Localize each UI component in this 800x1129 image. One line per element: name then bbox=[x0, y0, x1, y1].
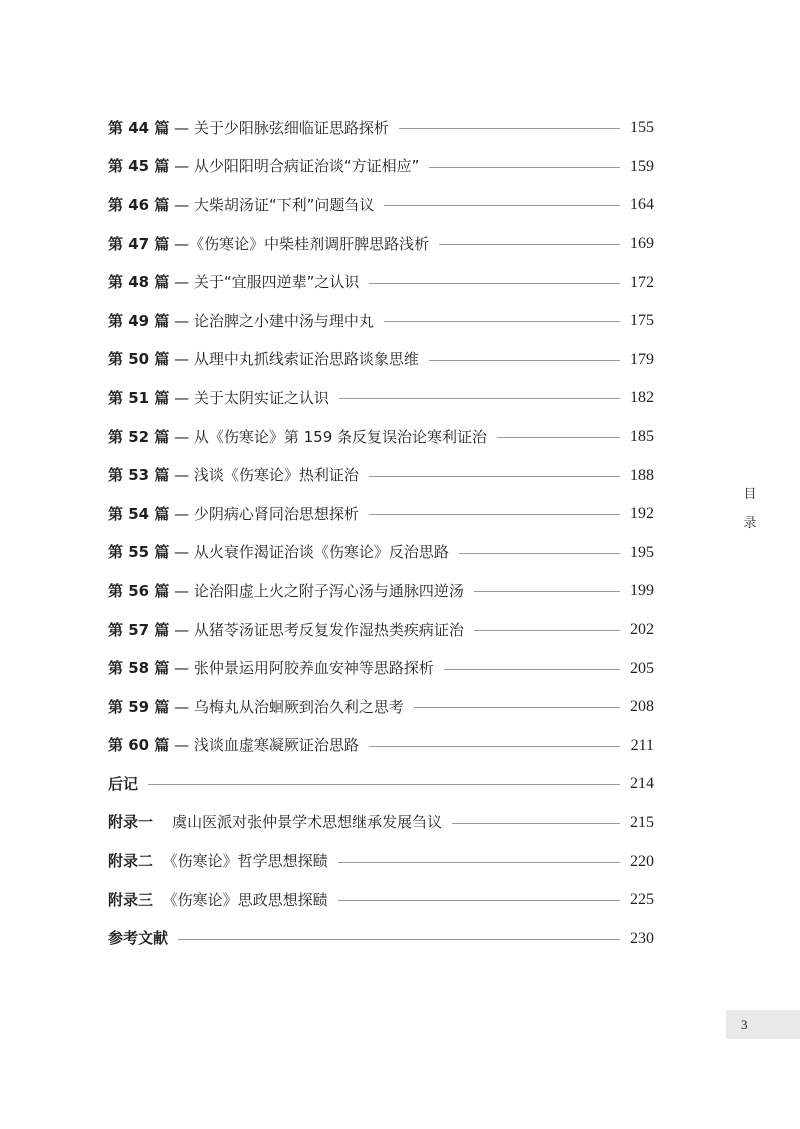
entry-number: 第 49 篇 bbox=[108, 311, 170, 330]
toc-entry[interactable] bbox=[108, 727, 654, 766]
dot-leader bbox=[429, 360, 620, 361]
entry-number: 第 53 篇 bbox=[108, 466, 170, 485]
toc-entry[interactable] bbox=[108, 341, 654, 380]
entry-separator: — bbox=[169, 697, 194, 716]
toc-entry[interactable] bbox=[108, 418, 654, 457]
entry-number: 第 59 篇 bbox=[108, 697, 170, 716]
dot-leader bbox=[338, 862, 620, 863]
entry-separator: — bbox=[169, 388, 194, 407]
entry-separator bbox=[153, 854, 163, 869]
entry-separator: — bbox=[169, 195, 194, 214]
entry-page-number: 215 bbox=[630, 813, 654, 831]
toc-entry[interactable] bbox=[108, 534, 654, 573]
toc-entry[interactable] bbox=[108, 186, 654, 225]
dot-leader bbox=[369, 514, 620, 515]
entry-number: 第 55 篇 bbox=[108, 543, 170, 562]
entry-separator: — bbox=[169, 350, 194, 369]
toc-entry[interactable] bbox=[108, 804, 654, 843]
dot-leader bbox=[369, 283, 620, 284]
toc-entry[interactable] bbox=[108, 379, 654, 418]
entry-separator: — bbox=[169, 311, 194, 330]
dot-leader bbox=[429, 167, 620, 168]
dot-leader bbox=[444, 669, 620, 670]
entry-separator: — bbox=[169, 620, 194, 639]
toc-entry[interactable] bbox=[108, 765, 654, 804]
entry-number: 附录一 bbox=[108, 813, 154, 832]
entry-title: 《伤寒论》思政思想探赜 bbox=[162, 890, 328, 909]
entry-separator: — bbox=[169, 581, 194, 600]
dot-leader bbox=[414, 707, 620, 708]
entry-separator: — bbox=[169, 273, 194, 292]
dot-leader bbox=[339, 398, 620, 399]
entry-page-number: 179 bbox=[630, 350, 654, 368]
entry-page-number: 155 bbox=[630, 119, 654, 137]
entry-separator: — bbox=[169, 736, 194, 755]
toc-entry[interactable] bbox=[108, 881, 654, 920]
entry-page-number: 169 bbox=[630, 235, 654, 253]
entry-title: 论治阳虚上火之附子泻心汤与通脉四逆汤 bbox=[193, 581, 464, 600]
entry-page-number: 175 bbox=[630, 312, 654, 330]
entry-separator bbox=[153, 893, 163, 908]
page-number: 3 bbox=[741, 1017, 748, 1032]
toc-entry[interactable] bbox=[108, 148, 654, 187]
dot-leader bbox=[497, 437, 620, 438]
side-label-char: 录 bbox=[743, 516, 757, 531]
entry-separator: — bbox=[169, 466, 194, 485]
entry-title: 张仲景运用阿胶养血安神等思路探析 bbox=[193, 659, 434, 678]
entry-number: 第 57 篇 bbox=[108, 620, 170, 639]
entry-number: 附录二 bbox=[108, 852, 154, 871]
entry-title: 《伤寒论》中柴桂剂调肝脾思路浅析 bbox=[189, 234, 430, 253]
toc-entry[interactable] bbox=[108, 688, 654, 727]
dot-leader bbox=[338, 900, 620, 901]
entry-title: 浅谈《伤寒论》热利证治 bbox=[193, 466, 359, 485]
entry-separator: — bbox=[169, 659, 194, 678]
entry-separator: — bbox=[169, 118, 194, 137]
entry-number: 第 45 篇 bbox=[108, 157, 170, 176]
entry-title: 少阴病心肾同治思想探析 bbox=[193, 504, 359, 523]
entry-separator: — bbox=[169, 427, 194, 446]
entry-number: 第 60 篇 bbox=[108, 736, 170, 755]
page-number-tab bbox=[726, 1010, 800, 1039]
entry-title: 从猪苓汤证思考反复发作湿热类疾病证治 bbox=[193, 620, 464, 639]
toc-entry[interactable] bbox=[108, 302, 654, 341]
toc-entry[interactable] bbox=[108, 842, 654, 881]
entry-page-number: 230 bbox=[630, 929, 654, 947]
entry-separator: — bbox=[169, 234, 190, 253]
entry-title: 大柴胡汤证“下利”问题刍议 bbox=[193, 195, 375, 214]
entry-separator: — bbox=[169, 504, 194, 523]
dot-leader bbox=[369, 746, 620, 747]
entry-title: 浅谈血虚寒凝厥证治思路 bbox=[193, 736, 359, 755]
entry-page-number: 164 bbox=[630, 196, 654, 214]
entry-title: 从少阳阳明合病证治谈“方证相应” bbox=[193, 157, 420, 176]
entry-number: 第 52 篇 bbox=[108, 427, 170, 446]
entry-title: 从理中丸抓线索证治思路谈象思维 bbox=[193, 350, 419, 369]
entry-page-number: 202 bbox=[630, 621, 654, 639]
toc-entry[interactable] bbox=[108, 649, 654, 688]
entry-page-number: 225 bbox=[630, 891, 654, 909]
entry-number: 第 58 篇 bbox=[108, 659, 170, 678]
dot-leader bbox=[452, 823, 620, 824]
toc-entry[interactable] bbox=[108, 225, 654, 264]
entry-title: 论治脾之小建中汤与理中丸 bbox=[193, 311, 374, 330]
entry-title: 乌梅丸从治蛔厥到治久利之思考 bbox=[193, 697, 404, 716]
entry-title: 虞山医派对张仲景学术思想继承发展刍议 bbox=[172, 813, 443, 832]
entry-number: 第 56 篇 bbox=[108, 581, 170, 600]
entry-number: 第 46 篇 bbox=[108, 195, 170, 214]
dot-leader bbox=[474, 630, 620, 631]
dot-leader bbox=[148, 784, 620, 785]
entry-number: 后记 bbox=[108, 774, 139, 793]
entry-number: 第 48 篇 bbox=[108, 273, 170, 292]
entry-page-number: 199 bbox=[630, 582, 654, 600]
toc-entry[interactable] bbox=[108, 572, 654, 611]
entry-number: 附录三 bbox=[108, 890, 154, 909]
dot-leader bbox=[474, 591, 620, 592]
entry-title: 从火衰作渴证治谈《伤寒论》反治思路 bbox=[193, 543, 449, 562]
entry-page-number: 220 bbox=[630, 852, 654, 870]
entry-separator: — bbox=[169, 157, 194, 176]
toc-entry[interactable] bbox=[108, 611, 654, 650]
entry-page-number: 208 bbox=[630, 698, 654, 716]
entry-title: 从《伤寒论》第 159 条反复误治论寒利证治 bbox=[193, 427, 488, 446]
side-label-char: 目 bbox=[743, 487, 757, 502]
toc-entry[interactable] bbox=[108, 456, 654, 495]
entry-page-number: 214 bbox=[630, 775, 654, 793]
entry-page-number: 211 bbox=[630, 736, 654, 754]
entry-page-number: 192 bbox=[630, 505, 654, 523]
entry-page-number: 205 bbox=[630, 659, 654, 677]
toc-entry[interactable] bbox=[108, 263, 654, 302]
section-side-label bbox=[742, 480, 758, 538]
entry-page-number: 185 bbox=[630, 428, 654, 446]
toc-list bbox=[108, 109, 654, 958]
entry-separator: — bbox=[169, 543, 194, 562]
entry-page-number: 195 bbox=[630, 543, 654, 561]
dot-leader bbox=[384, 321, 620, 322]
toc-entry[interactable] bbox=[108, 109, 654, 148]
entry-separator bbox=[153, 815, 172, 830]
entry-number: 第 50 篇 bbox=[108, 350, 170, 369]
dot-leader bbox=[399, 128, 620, 129]
entry-number: 第 44 篇 bbox=[108, 118, 170, 137]
dot-leader bbox=[178, 939, 620, 940]
dot-leader bbox=[439, 244, 620, 245]
entry-number: 第 47 篇 bbox=[108, 234, 170, 253]
toc-entry[interactable] bbox=[108, 495, 654, 534]
dot-leader bbox=[459, 553, 620, 554]
entry-title: 关于太阴实证之认识 bbox=[193, 388, 329, 407]
entry-number: 第 54 篇 bbox=[108, 504, 170, 523]
dot-leader bbox=[369, 476, 620, 477]
entry-page-number: 159 bbox=[630, 157, 654, 175]
entry-title: 关于“宜服四逆辈”之认识 bbox=[193, 273, 360, 292]
entry-title: 关于少阳脉弦细临证思路探析 bbox=[193, 118, 389, 137]
entry-page-number: 182 bbox=[630, 389, 654, 407]
entry-number: 第 51 篇 bbox=[108, 388, 170, 407]
entry-number: 参考文献 bbox=[108, 929, 169, 948]
entry-page-number: 172 bbox=[630, 273, 654, 291]
entry-page-number: 188 bbox=[630, 466, 654, 484]
table-of-contents bbox=[108, 109, 654, 958]
dot-leader bbox=[384, 205, 620, 206]
entry-title: 《伤寒论》哲学思想探赜 bbox=[162, 852, 328, 871]
toc-entry[interactable] bbox=[108, 919, 654, 958]
